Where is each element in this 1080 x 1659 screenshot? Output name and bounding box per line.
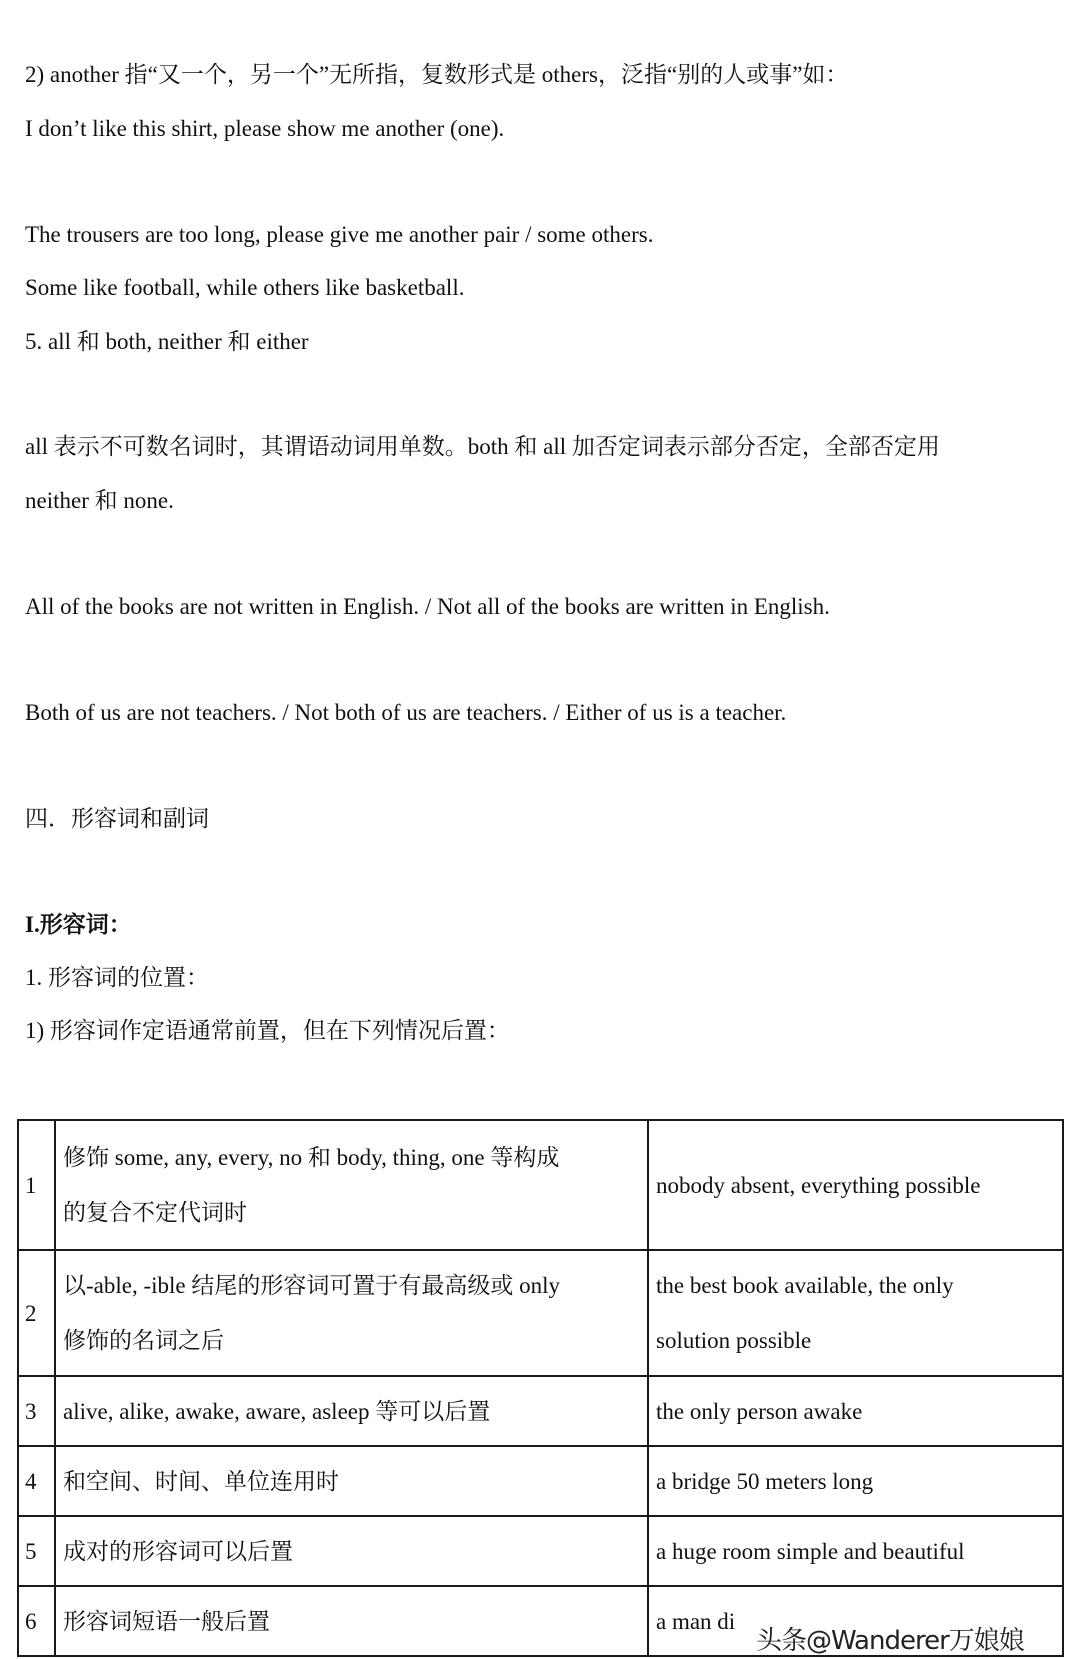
row-example [648,1250,1063,1376]
desc-line: 修饰的名词之后 [63,1328,224,1353]
watermark-text: 头条@Wanderer万娘娘 [756,1626,1024,1656]
paragraph-example-shirt: I don’t like this shirt, please show me another (one). [25,116,505,141]
paragraph-all-both-heading: 5. all 和 both, neither 和 either [25,329,309,354]
item-heading: 1. 形容词的位置： [25,965,209,990]
row-number: 2 [18,1250,55,1376]
row-example: a huge room simple and beautiful [648,1516,1063,1586]
row-description: 成对的形容词可以后置 [55,1516,648,1586]
row-number: 3 [18,1376,55,1446]
desc-line: 修饰 some, any, every, no 和 body, thing, one 等构成 [63,1145,560,1170]
example-line: solution possible [656,1328,812,1353]
row-number: 4 [18,1446,55,1516]
row-number: 1 [18,1120,55,1250]
paragraph-another-definition: 2) another 指“又一个，另一个”无所指，复数形式是 others，泛指“别的人或事”如： [25,62,849,87]
row-example: nobody absent, everything possible [648,1120,1063,1250]
sub-item-heading: 1) 形容词作定语通常前置，但在下列情况后置： [25,1018,510,1043]
table-row [18,1446,1063,1516]
row-description [55,1120,648,1250]
adjective-position-table [17,1119,1064,1657]
row-number: 6 [18,1586,55,1656]
table-row [18,1516,1063,1586]
row-number: 5 [18,1516,55,1586]
paragraph-example-trousers: The trousers are too long, please give me another pair / some others. [25,222,654,247]
example-line: the best book available, the only [656,1273,954,1298]
row-description [55,1250,648,1376]
row-example: a man di [648,1586,1063,1656]
row-description: 形容词短语一般后置 [55,1586,648,1656]
table-row [18,1250,1063,1376]
row-description: 和空间、时间、单位连用时 [55,1446,648,1516]
desc-line: 以-able, -ible 结尾的形容词可置于有最高级或 only [63,1273,561,1298]
paragraph-example-books: All of the books are not written in English. / Not all of the books are written in English. [25,594,830,619]
paragraph-example-teachers: Both of us are not teachers. / Not both of us are teachers. / Either of us is a teacher. [25,700,787,725]
section-heading: 四．形容词和副词 [25,806,209,831]
row-example: a bridge 50 meters long [648,1446,1063,1516]
table-row [18,1120,1063,1250]
table-row [18,1376,1063,1446]
paragraph-all-rule-cont: neither 和 none. [25,488,174,513]
row-description: alive, alike, awake, aware, asleep 等可以后置 [55,1376,648,1446]
row-example: the only person awake [648,1376,1063,1446]
paragraph-all-rule: all 表示不可数名词时，其谓语动词用单数。both 和 all 加否定词表示部分否定，全部否定用 [25,434,940,459]
paragraph-example-football: Some like football, while others like basketball. [25,275,465,300]
desc-line: 的复合不定代词时 [63,1200,247,1225]
subsection-heading: I.形容词： [25,912,132,937]
